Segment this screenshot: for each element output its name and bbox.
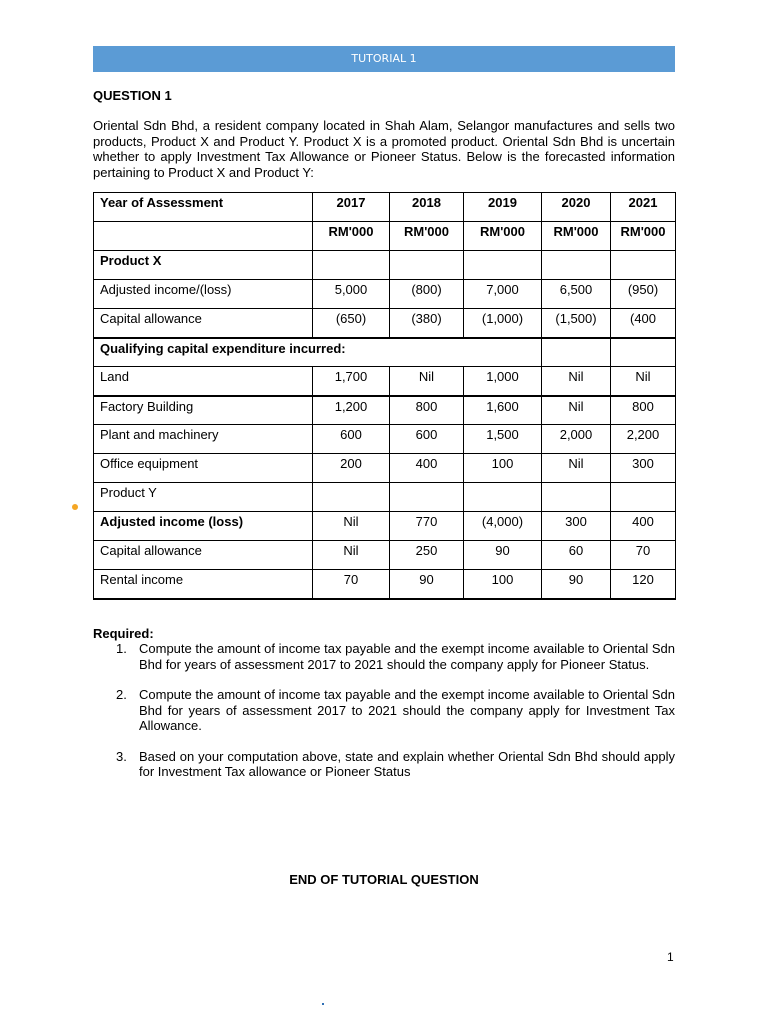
table-cell: 400 bbox=[390, 454, 464, 483]
table-cell: (4,000) bbox=[464, 512, 542, 541]
table-cell: Nil bbox=[611, 367, 676, 396]
table-cell: Nil bbox=[313, 512, 390, 541]
table-cell: 100 bbox=[464, 570, 542, 599]
row-label: Adjusted income (loss) bbox=[94, 512, 313, 541]
table-cell: 800 bbox=[611, 396, 676, 425]
table-cell: Nil bbox=[542, 454, 611, 483]
table-cell: 2,000 bbox=[542, 425, 611, 454]
table-cell: (650) bbox=[313, 309, 390, 338]
table-cell: (1,500) bbox=[542, 309, 611, 338]
header-cell: 2018 bbox=[390, 193, 464, 222]
table-cell: 1,000 bbox=[464, 367, 542, 396]
table-cell: (400 bbox=[611, 309, 676, 338]
table-cell: 120 bbox=[611, 570, 676, 599]
table-cell: 400 bbox=[611, 512, 676, 541]
header-cell: 2020 bbox=[542, 193, 611, 222]
row-label: Factory Building bbox=[94, 396, 313, 425]
units-cell: RM'000 bbox=[390, 222, 464, 251]
list-item bbox=[93, 749, 675, 780]
row-label: Plant and machinery bbox=[94, 425, 313, 454]
table-cell: 800 bbox=[390, 396, 464, 425]
table-cell: 90 bbox=[390, 570, 464, 599]
table-row bbox=[94, 541, 676, 570]
table-cell: (800) bbox=[390, 280, 464, 309]
header-cell: 2017 bbox=[313, 193, 390, 222]
list-text: Based on your computation above, state and explain whether Oriental Sdn Bhd should apply for Investment Tax allowance or Pioneer Status bbox=[139, 748, 675, 779]
table-cell: 90 bbox=[464, 541, 542, 570]
table-cell: 600 bbox=[313, 425, 390, 454]
required-list bbox=[93, 641, 675, 780]
header-cell: 2019 bbox=[464, 193, 542, 222]
table-cell: 100 bbox=[464, 454, 542, 483]
table-cell: 60 bbox=[542, 541, 611, 570]
header-cell: 2021 bbox=[611, 193, 676, 222]
table-row bbox=[94, 338, 676, 367]
section-label: Product X bbox=[94, 251, 313, 280]
table-cell: 300 bbox=[611, 454, 676, 483]
cursor-mark-icon bbox=[322, 1003, 324, 1005]
tutorial-banner: TUTORIAL 1 bbox=[93, 46, 675, 72]
forecast-table bbox=[93, 192, 676, 600]
required-section bbox=[93, 626, 675, 795]
end-of-tutorial: END OF TUTORIAL QUESTION bbox=[289, 872, 479, 887]
row-label: Capital allowance bbox=[94, 309, 313, 338]
table-cell: 200 bbox=[313, 454, 390, 483]
section-label: Qualifying capital expenditure incurred: bbox=[94, 338, 542, 367]
section-label: Product Y bbox=[94, 483, 313, 512]
list-number: 1. bbox=[116, 641, 127, 656]
units-cell bbox=[94, 222, 313, 251]
table-cell: Nil bbox=[542, 367, 611, 396]
table-row bbox=[94, 280, 676, 309]
table-row bbox=[94, 512, 676, 541]
list-text: Compute the amount of income tax payable and the exempt income available to Oriental Sdn Bhd for years of assessment 2017 to 2021 should the company apply for Pioneer Status. bbox=[139, 641, 675, 672]
question-title: QUESTION 1 bbox=[93, 88, 172, 103]
list-number: 2. bbox=[116, 687, 127, 702]
table-cell: 6,500 bbox=[542, 280, 611, 309]
list-item bbox=[93, 641, 675, 672]
table-row bbox=[94, 367, 676, 396]
table-cell: 70 bbox=[611, 541, 676, 570]
header-cell: Year of Assessment bbox=[94, 193, 313, 222]
table-cell: 90 bbox=[542, 570, 611, 599]
table-cell: Nil bbox=[390, 367, 464, 396]
table-cell: Nil bbox=[313, 541, 390, 570]
table-cell: 1,200 bbox=[313, 396, 390, 425]
bullet-dot-icon bbox=[72, 504, 78, 510]
table-cell: 2,200 bbox=[611, 425, 676, 454]
table-cell: (380) bbox=[390, 309, 464, 338]
list-number: 3. bbox=[116, 748, 127, 764]
table-row bbox=[94, 396, 676, 425]
table-cell: (1,000) bbox=[464, 309, 542, 338]
table-header-row bbox=[94, 193, 676, 222]
intro-paragraph: Oriental Sdn Bhd, a resident company located in Shah Alam, Selangor manufactures and sells two products, Product X and Product Y. Product X is a promoted product. Oriental Sdn Bhd is uncertain whether to apply Investment Tax Allowance or Pioneer Status. Below is the forecasted information pertaining to Product X and Product Y: bbox=[93, 118, 675, 180]
required-label: Required: bbox=[93, 626, 154, 641]
units-cell: RM'000 bbox=[542, 222, 611, 251]
table-cell: (950) bbox=[611, 280, 676, 309]
table-cell: 7,000 bbox=[464, 280, 542, 309]
table-cell: 1,700 bbox=[313, 367, 390, 396]
table-row bbox=[94, 570, 676, 599]
table-cell: 1,500 bbox=[464, 425, 542, 454]
table-cell: 5,000 bbox=[313, 280, 390, 309]
table-row bbox=[94, 454, 676, 483]
table-row bbox=[94, 425, 676, 454]
row-label: Office equipment bbox=[94, 454, 313, 483]
table-row bbox=[94, 309, 676, 338]
units-cell: RM'000 bbox=[313, 222, 390, 251]
row-label: Land bbox=[94, 367, 313, 396]
page-number: 1 bbox=[667, 950, 674, 964]
units-cell: RM'000 bbox=[611, 222, 676, 251]
table-cell: 70 bbox=[313, 570, 390, 599]
table-cell: 250 bbox=[390, 541, 464, 570]
table-cell: 770 bbox=[390, 512, 464, 541]
list-item bbox=[93, 687, 675, 734]
table-cell: 300 bbox=[542, 512, 611, 541]
list-text: Compute the amount of income tax payable and the exempt income available to Oriental Sdn Bhd for years of assessment 2017 to 2021 should the company apply for Investment Tax Allowance. bbox=[139, 687, 675, 733]
row-label: Capital allowance bbox=[94, 541, 313, 570]
table-row bbox=[94, 251, 676, 280]
table-cell: Nil bbox=[542, 396, 611, 425]
row-label: Rental income bbox=[94, 570, 313, 599]
row-label: Adjusted income/(loss) bbox=[94, 280, 313, 309]
units-cell: RM'000 bbox=[464, 222, 542, 251]
table-row bbox=[94, 483, 676, 512]
table-cell: 600 bbox=[390, 425, 464, 454]
table-units-row bbox=[94, 222, 676, 251]
table-cell: 1,600 bbox=[464, 396, 542, 425]
